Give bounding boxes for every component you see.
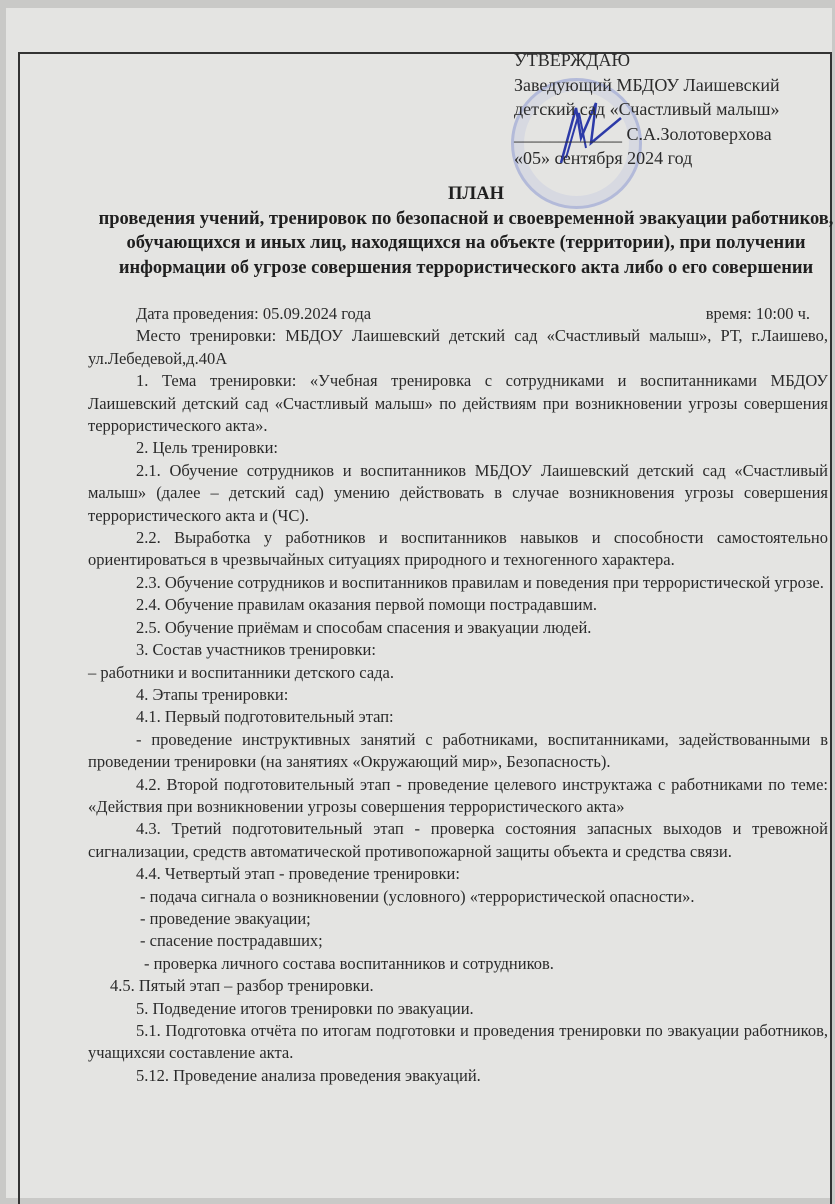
date-time-row [88, 303, 828, 325]
document-page [6, 8, 832, 1198]
paragraph: 2.1. Обучение сотрудников и воспитанников МБДОУ Лаишевский детский сад «Счастливый малыш» (далее – детский сад) умению действовать в случае возникновения угрозы совершения террористического акта и (ЧС). [88, 460, 828, 525]
approval-block [514, 48, 780, 171]
paragraph: 5.1. Подготовка отчёта по итогам подготовки и проведения тренировки по эвакуации работников, учащихсяи составление акта. [88, 1021, 828, 1063]
approval-position: Заведующий МБДОУ Лаишевский [514, 74, 780, 95]
approval-date: «05» сентября 2024 год [514, 148, 693, 168]
paragraph: 2.4. Обучение правилам оказания первой помощи пострадавшим. [136, 595, 598, 615]
paragraph: 4.4. Четвертый этап - проведение тренировки: [136, 864, 460, 884]
paragraph: 4.3. Третий подготовительный этап - проверка состояния запасных выходов и тревожной сигнализации, средств автоматической противопожарной защиты объекта и средства связи. [88, 819, 828, 861]
approval-signature-line: ____________ С.А.Золотоверхова [514, 123, 772, 144]
paragraph: 5.12. Проведение анализа проведения эвакуаций. [136, 1065, 481, 1085]
paragraph: - проведение эвакуации; [140, 908, 311, 928]
training-time: время: 10:00 ч. [705, 304, 810, 323]
training-place: Место тренировки: МБДОУ Лаишевский детский сад «Счастливый малыш», РТ, г.Лаишево, ул.Лебедевой,д.40А [88, 326, 828, 368]
paragraph: 4.2. Второй подготовительный этап - проведение целевого инструктажа с работниками по теме: «Действия при возникновении угрозы совершения террористического акта» [88, 774, 828, 816]
paragraph: - проверка личного состава воспитанников и сотрудников. [144, 953, 554, 973]
paragraph: 4.5. Пятый этап – разбор тренировки. [110, 976, 374, 996]
title-main: ПЛАН [448, 184, 504, 204]
paragraph: 3. Состав участников тренировки: [136, 640, 376, 660]
title-subtitle: проведения учений, тренировок по безопасной и своевременной эвакуации работников, обучающихся и иных лиц, находящихся на объекте (территории), при получении информации об угрозе совершения террористического акта либо о его совершении [98, 208, 834, 278]
paragraph: 4. Этапы тренировки: [136, 684, 289, 704]
approval-heading: УТВЕРЖДАЮ [514, 50, 631, 70]
paragraph: – работники и воспитанники детского сада. [88, 662, 394, 682]
document-title [96, 182, 835, 280]
paragraph: 2. Цель тренировки: [136, 438, 278, 458]
paragraph: 4.1. Первый подготовительный этап: [136, 707, 394, 727]
paragraph: - спасение пострадавших; [140, 931, 323, 951]
paragraph: 2.5. Обучение приёмам и способам спасения и эвакуации людей. [136, 617, 592, 637]
approval-organization: детский сад «Счастливый малыш» [514, 99, 780, 119]
paragraph: 2.3. Обучение сотрудников и воспитанников правилам и поведения при террористической угрозе. [136, 572, 824, 592]
paragraph: - проведение инструктивных занятий с работниками, воспитанниками, задействованными в проведении тренировки (на занятиях «Окружающий мир», Безопасность). [88, 729, 828, 772]
training-date: Дата проведения: 05.09.2024 года [136, 304, 372, 323]
paragraph: 1. Тема тренировки: «Учебная тренировка с сотрудниками и воспитанниками МБДОУ Лаишевский детский сад «Счастливый малыш» по действиям при возникновении угрозы совершения террористического акта». [88, 371, 828, 436]
paragraph: - подача сигнала о возникновении (условного) «террористической опасности». [140, 886, 695, 906]
document-body [88, 303, 828, 1087]
paragraph: 5. Подведение итогов тренировки по эвакуации. [136, 998, 474, 1018]
paragraph: 2.2. Выработка у работников и воспитанников навыков и способности самостоятельно ориентироваться в чрезвычайных ситуациях природного и техногенного характера. [88, 528, 828, 570]
